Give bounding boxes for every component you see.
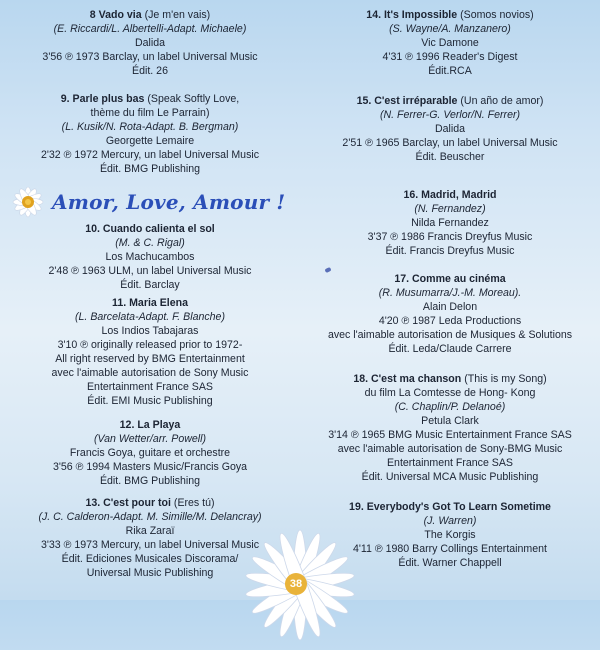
track-info-line: 3'14 ℗ 1965 BMG Music Entertainment France SAS xyxy=(328,429,572,441)
track-title xyxy=(0,222,300,236)
page-number: 38 xyxy=(285,573,307,595)
track-entry xyxy=(300,372,600,484)
track-info-line: 4'20 ℗ 1987 Leda Productions xyxy=(378,315,522,327)
track-credit: (N. Ferrer-G. Verlor/N. Ferrer) xyxy=(379,109,521,121)
track-artist: Los Indios Tabajaras xyxy=(101,325,199,337)
track-info-line: Édit. 26 xyxy=(132,65,168,77)
track-info-line: 3'10 ℗ originally released prior to 1972- xyxy=(57,339,243,351)
track-info-line: Édit. Barclay xyxy=(120,279,180,291)
track-subtitle: (Somos novios) xyxy=(460,9,534,21)
track-title-text: 14. It's Impossible xyxy=(366,9,458,21)
track-info-line: Édit. BMG Publishing xyxy=(99,475,201,487)
track-credit: (C. Chaplin/P. Delanoé) xyxy=(394,401,506,413)
track-info-line: Édit. Francis Dreyfus Music xyxy=(385,245,515,257)
track-subtitle: (Speak Softly Love, xyxy=(147,93,240,105)
track-info-line: 2'51 ℗ 1965 Barclay, un label Universal Music xyxy=(342,137,558,149)
track-credit: (M. & C. Rigal) xyxy=(115,237,185,249)
track-title xyxy=(300,188,600,202)
track-info-line: Entertainment France SAS xyxy=(386,457,513,469)
track-subtitle: (This is my Song) xyxy=(464,373,547,385)
section-header xyxy=(8,182,298,222)
track-info-line: 3'56 ℗ 1994 Masters Music/Francis Goya xyxy=(52,461,248,473)
track-info-line: 4'31 ℗ 1996 Reader's Digest xyxy=(382,51,518,63)
track-credit: (J. C. Calderon-Adapt. M. Simille/M. Delancray) xyxy=(38,511,262,523)
track-info-line: Édit. Warner Chappell xyxy=(398,557,502,569)
track-info-line: 3'33 ℗ 1973 Mercury, un label Universal Music xyxy=(40,539,260,551)
track-credit: (J. Warren) xyxy=(423,515,477,527)
track-credit: (L. Barcelata-Adapt. F. Blanche) xyxy=(75,311,225,323)
track-entry xyxy=(0,8,300,78)
track-artist: The Korgis xyxy=(424,529,476,541)
track-credit: (L. Kusik/N. Rota-Adapt. B. Bergman) xyxy=(61,121,239,133)
track-subtitle: (Je m'en vais) xyxy=(144,9,211,21)
track-artist: Vic Damone xyxy=(421,37,479,49)
track-subtitle: (Un año de amor) xyxy=(460,95,544,107)
track-info-line: Édit. Universal MCA Music Publishing xyxy=(361,471,539,483)
track-title-text: 9. Parle plus bas xyxy=(60,93,145,105)
track-title xyxy=(300,372,600,386)
track-info-line: Universal Music Publishing xyxy=(86,567,214,579)
track-title-text: 12. La Playa xyxy=(119,419,181,431)
track-info-line: Édit. BMG Publishing xyxy=(99,163,201,175)
track-title xyxy=(0,296,300,310)
track-info-line: Édit. Beuscher xyxy=(415,151,485,163)
track-info-line: Édit. Ediciones Musicales Discorama/ xyxy=(61,553,239,565)
track-credit: (E. Riccardi/L. Albertelli-Adapt. Michaele) xyxy=(53,23,247,35)
track-title-text: 15. C'est irréparable xyxy=(356,95,458,107)
track-entry xyxy=(300,188,600,258)
track-title xyxy=(0,92,300,106)
track-entry xyxy=(0,92,300,176)
track-info-line: All right reserved by BMG Entertainment xyxy=(55,353,245,365)
track-title xyxy=(0,418,300,432)
track-credit: (N. Fernandez) xyxy=(414,203,486,215)
track-info-line: avec l'aimable autorisation de Sony Music xyxy=(51,367,249,379)
track-subtitle: (Eres tú) xyxy=(173,497,215,509)
track-title xyxy=(300,272,600,286)
track-entry xyxy=(0,418,300,488)
track-artist: Petula Clark xyxy=(421,415,479,427)
track-info-line: du film La Comtesse de Hong- Kong xyxy=(364,387,536,399)
track-title-text: 19. Everybody's Got To Learn Sometime xyxy=(349,501,551,513)
track-title xyxy=(300,500,600,514)
track-title-text: 8 Vado via xyxy=(89,9,142,21)
track-subtitle-line2: thème du film Le Parrain) xyxy=(90,107,210,119)
track-title-text: 18. C'est ma chanson xyxy=(353,373,462,385)
track-title-text: 11. Maria Elena xyxy=(112,297,188,309)
track-info-line: 3'37 ℗ 1986 Francis Dreyfus Music xyxy=(367,231,533,243)
track-entry xyxy=(300,94,600,164)
track-info-line: 4'11 ℗ 1980 Barry Collings Entertainment xyxy=(353,543,547,555)
track-info-line: 2'32 ℗ 1972 Mercury, un label Universal Music xyxy=(40,149,260,161)
track-info-line: avec l'aimable autorisation de Sony-BMG Music xyxy=(337,443,563,455)
track-entry xyxy=(0,222,300,292)
track-entry xyxy=(0,296,300,408)
track-title-text: 10. Cuando calienta el sol xyxy=(85,223,215,235)
track-info-line: Édit. EMI Music Publishing xyxy=(87,395,213,407)
track-info-line: 3'56 ℗ 1973 Barclay, un label Universal Music xyxy=(42,51,258,63)
track-credit: (R. Musumarra/J.-M. Moreau). xyxy=(378,287,522,299)
track-credit: (S. Wayne/A. Manzanero) xyxy=(389,23,511,35)
track-artist: Alain Delon xyxy=(422,301,478,313)
track-info-line: Édit.RCA xyxy=(428,65,472,77)
track-artist: Dalida xyxy=(134,37,166,49)
track-artist: Georgette Lemaire xyxy=(105,135,195,147)
section-title: Amor, Love, Amour ! xyxy=(52,190,286,214)
track-artist: Nilda Fernandez xyxy=(411,217,489,229)
track-title-text: 13. C'est pour toi xyxy=(85,497,171,509)
track-credit: (Van Wetter/arr. Powell) xyxy=(93,433,207,445)
track-artist: Rika Zaraï xyxy=(125,525,175,537)
track-entry xyxy=(300,272,600,356)
track-info-line: Édit. Leda/Claude Carrere xyxy=(388,343,512,355)
track-title xyxy=(0,8,300,22)
track-artist: Francis Goya, guitare et orchestre xyxy=(69,447,231,459)
track-title xyxy=(300,94,600,108)
track-title-text: 16. Madrid, Madrid xyxy=(403,189,497,201)
track-info-line: 2'48 ℗ 1963 ULM, un label Universal Music xyxy=(48,265,252,277)
track-title xyxy=(0,496,300,510)
track-entry xyxy=(300,8,600,78)
track-artist: Dalida xyxy=(434,123,466,135)
track-title xyxy=(300,8,600,22)
daisy-icon xyxy=(8,182,48,222)
track-info-line: avec l'aimable autorisation de Musiques & Solutions xyxy=(327,329,573,341)
track-info-line: Entertainment France SAS xyxy=(86,381,213,393)
track-title-text: 17. Comme au cinéma xyxy=(394,273,506,285)
track-artist: Los Machucambos xyxy=(105,251,195,263)
